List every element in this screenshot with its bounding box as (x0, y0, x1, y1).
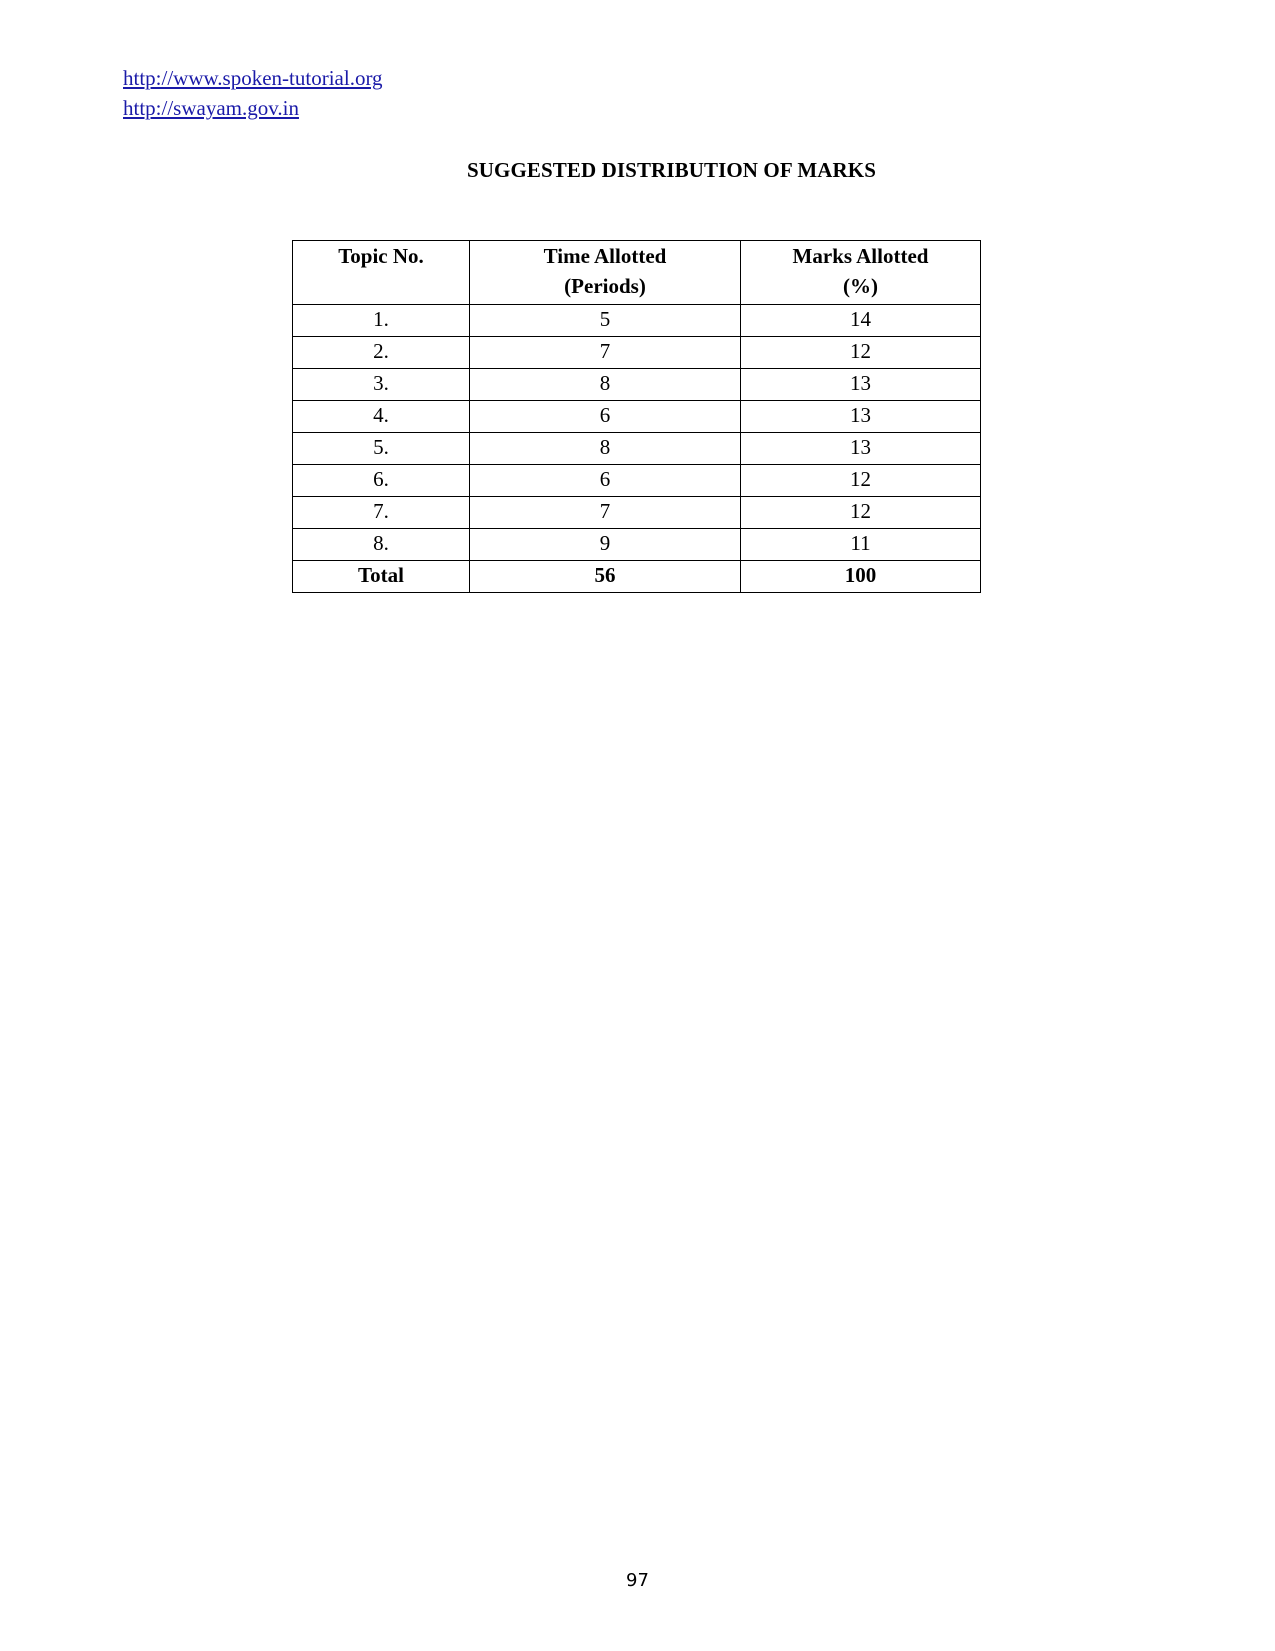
total-label-cell: Total (293, 561, 470, 593)
time-allotted-cell: 9 (470, 529, 741, 561)
marks-allotted-cell: 12 (741, 497, 981, 529)
topic-no-cell: 1. (293, 305, 470, 337)
marks-allotted-cell: 13 (741, 369, 981, 401)
header-topic-no (293, 241, 470, 305)
table-row (293, 369, 981, 401)
topic-no-cell: 6. (293, 465, 470, 497)
header-time-allotted-line1: Time Allotted (543, 244, 667, 268)
marks-allotted-cell: 12 (741, 337, 981, 369)
total-marks-cell: 100 (741, 561, 981, 593)
time-allotted-cell: 8 (470, 433, 741, 465)
header-marks-allotted-line1: Marks Allotted (792, 244, 929, 268)
total-time-cell: 56 (470, 561, 741, 593)
topic-no-cell: 7. (293, 497, 470, 529)
topic-no-cell: 8. (293, 529, 470, 561)
table-total-row (293, 561, 981, 593)
table-row (293, 401, 981, 433)
marks-allotted-cell: 11 (741, 529, 981, 561)
header-time-allotted-line2: (Periods) (564, 274, 646, 298)
page-number: 97 (626, 1570, 649, 1591)
table-header-row (293, 241, 981, 305)
table-row (293, 337, 981, 369)
time-allotted-cell: 8 (470, 369, 741, 401)
link-swayam[interactable]: http://swayam.gov.in (123, 96, 299, 120)
marks-allotted-cell: 13 (741, 401, 981, 433)
time-allotted-cell: 6 (470, 401, 741, 433)
header-marks-allotted (741, 241, 981, 305)
header-marks-allotted-line2: (%) (843, 274, 878, 298)
time-allotted-cell: 6 (470, 465, 741, 497)
topic-no-cell: 3. (293, 369, 470, 401)
table-row (293, 465, 981, 497)
header-time-allotted (470, 241, 741, 305)
marks-distribution-table (292, 240, 981, 593)
table-row (293, 433, 981, 465)
marks-allotted-cell: 13 (741, 433, 981, 465)
time-allotted-cell: 7 (470, 497, 741, 529)
table-row (293, 497, 981, 529)
header-topic-no-line1: Topic No. (338, 244, 424, 268)
header-links (123, 63, 383, 123)
table-body (293, 305, 981, 593)
table-row (293, 305, 981, 337)
table-row (293, 529, 981, 561)
marks-allotted-cell: 12 (741, 465, 981, 497)
marks-allotted-cell: 14 (741, 305, 981, 337)
time-allotted-cell: 5 (470, 305, 741, 337)
link-spoken-tutorial[interactable]: http://www.spoken-tutorial.org (123, 66, 383, 90)
topic-no-cell: 5. (293, 433, 470, 465)
topic-no-cell: 2. (293, 337, 470, 369)
page-title: SUGGESTED DISTRIBUTION OF MARKS (467, 158, 876, 182)
topic-no-cell: 4. (293, 401, 470, 433)
time-allotted-cell: 7 (470, 337, 741, 369)
